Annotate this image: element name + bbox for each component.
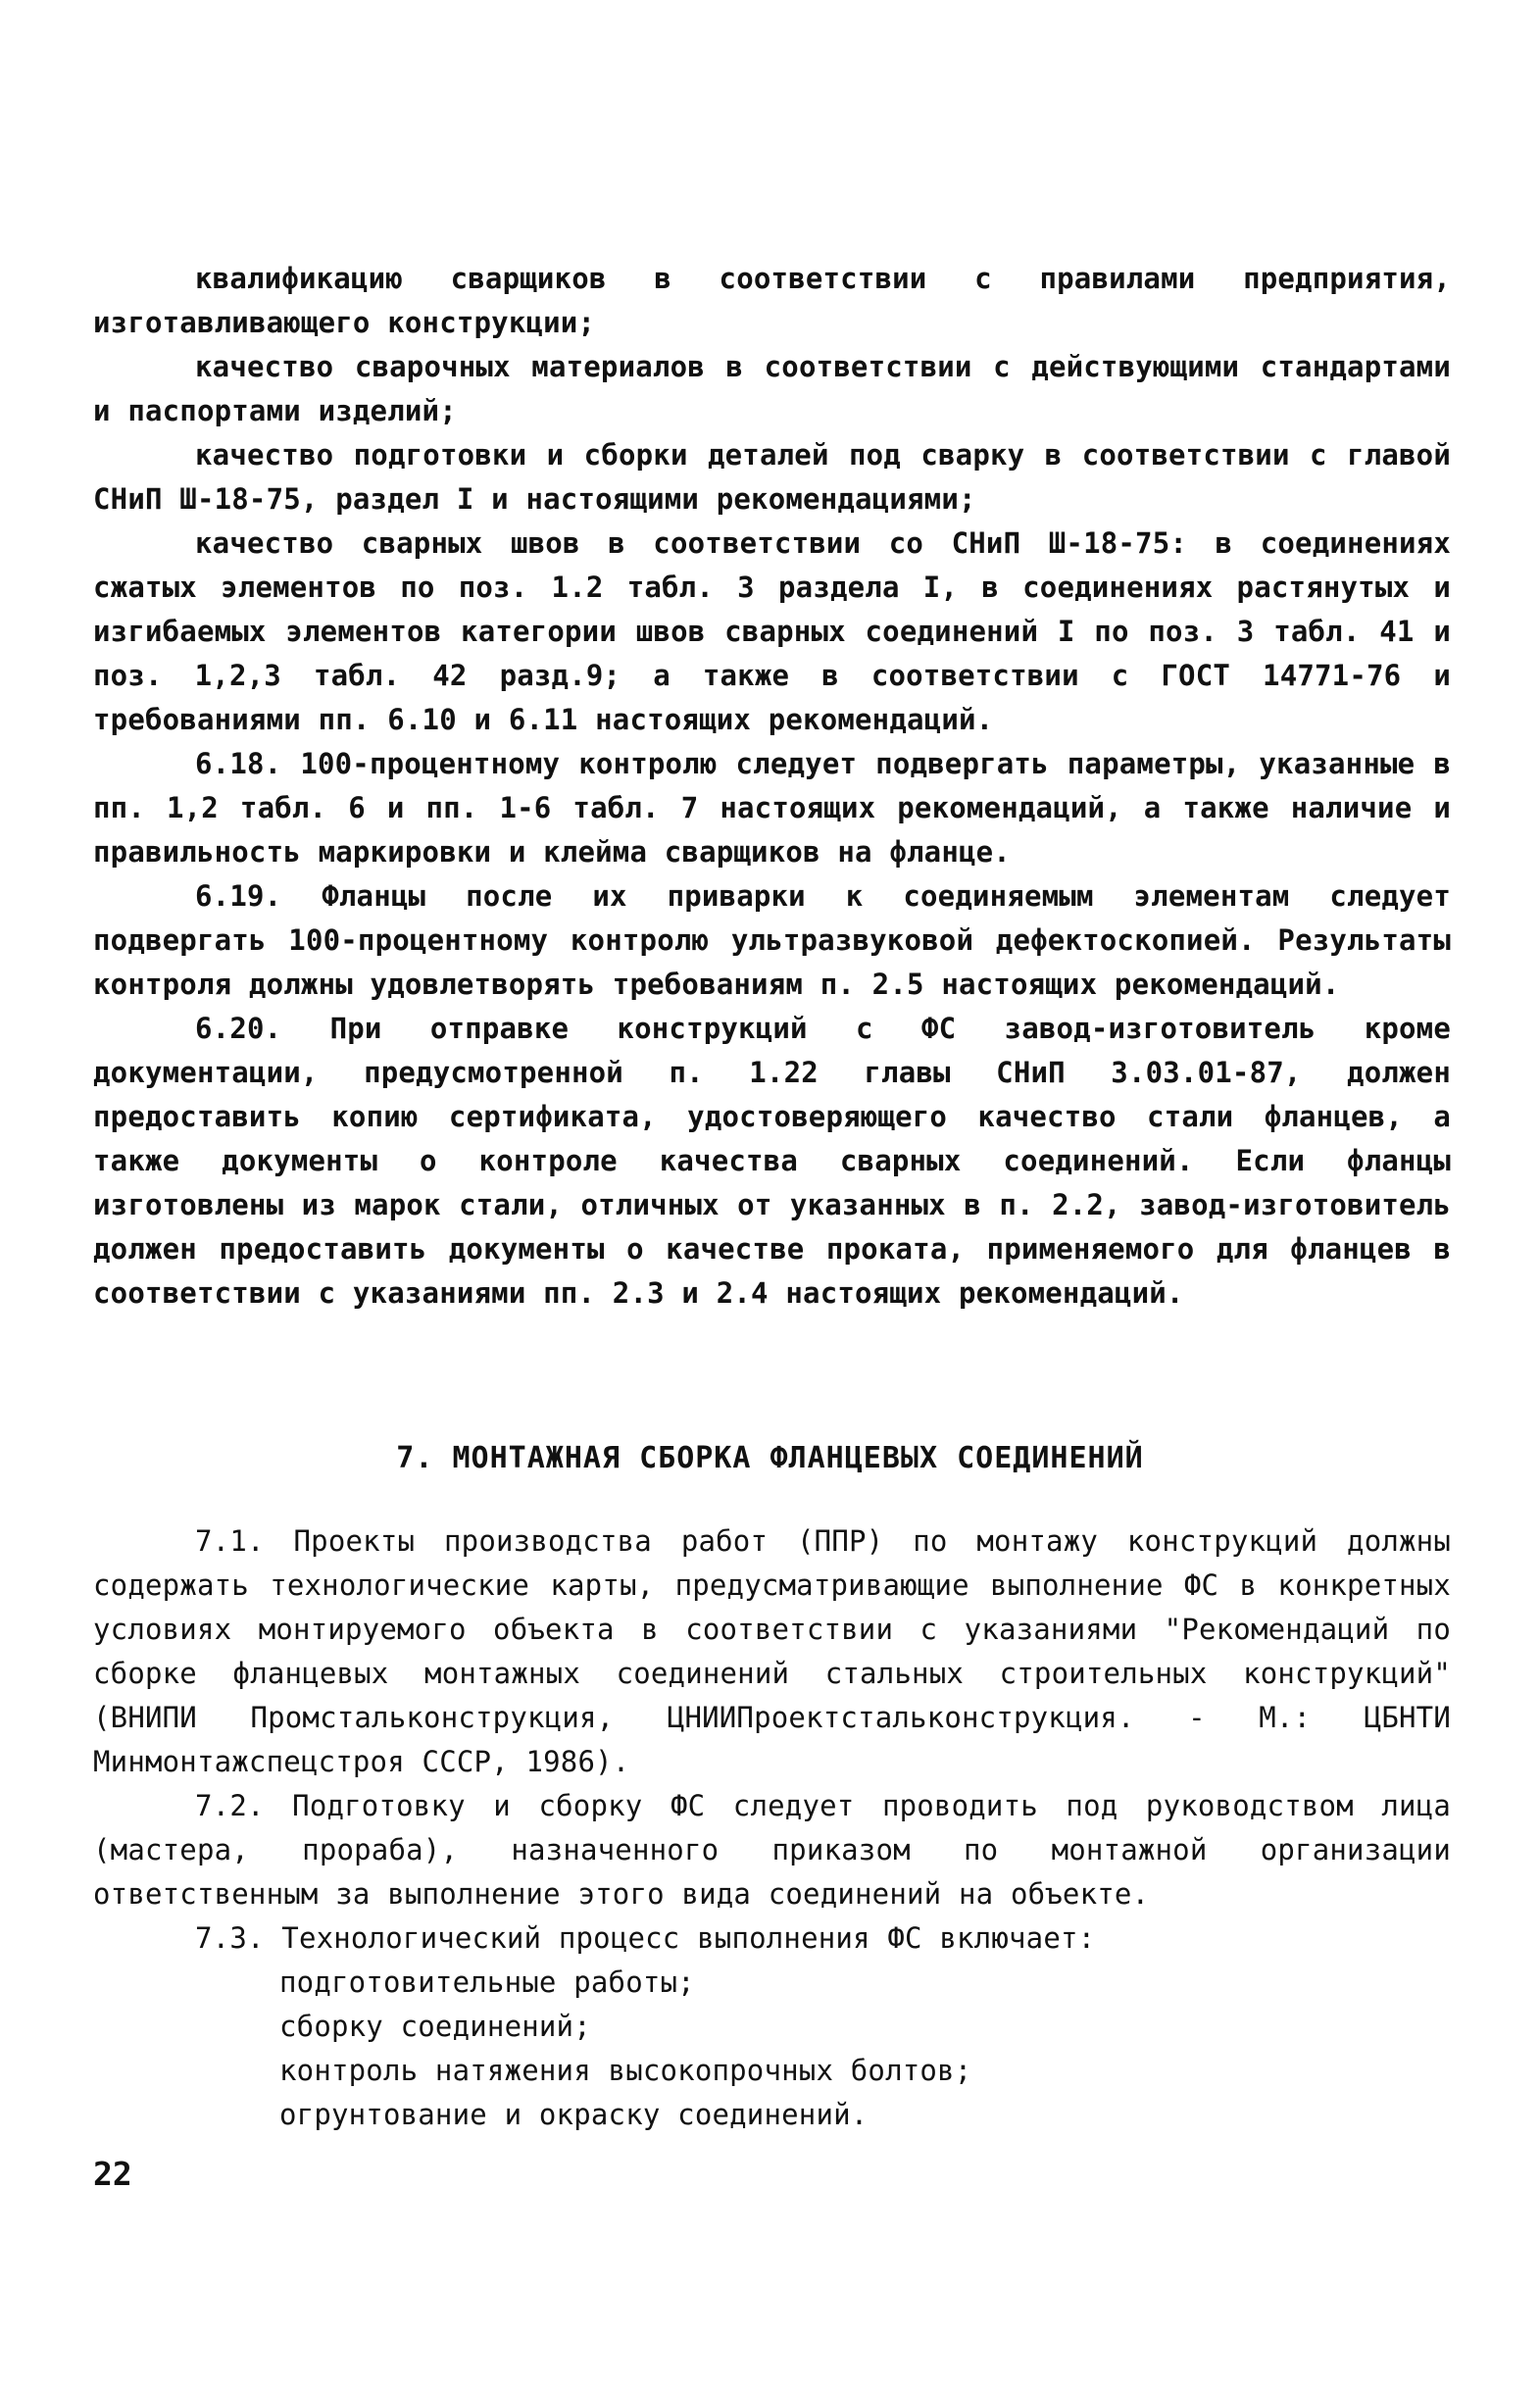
paragraph-assembly-quality: качество подготовки и сборки деталей под сварку в соответствии с главой СНиП Ш-18-75, раздел I и настоящими рекомендациями;: [93, 438, 1451, 516]
list-item: подготовительные работы;: [279, 1965, 695, 1999]
text-block-quality-control: [93, 257, 1451, 1316]
paragraph-6-20: 6.20. При отправке конструкций с ФС завод-изготовитель кроме документации, предусмотренной п. 1.22 главы СНиП 3.03.01-87, должен предоставить копию сертификата, удостоверяющего качество стали фланцев, а также документы о контроле качества сварных соединений. Если фланцы изготовлены из марок стали, отличных от указанных в п. 2.2, завод-изготовитель должен предоставить документы о качестве проката, применяемого для фланцев в соответствии с указаниями пп. 2.3 и 2.4 настоящих рекомендаций.: [93, 1012, 1451, 1310]
paragraph-weld-quality: качество сварных швов в соответствии со СНиП Ш-18-75: в соединениях сжатых элементов по поз. 1.2 табл. 3 раздела I, в соединениях растянутых и изгибаемых элементов категории швов сварных соединений I по поз. 3 табл. 41 и поз. 1,2,3 табл. 42 разд.9; а также в соответствии с ГОСТ 14771-76 и требованиями пп. 6.10 и 6.11 настоящих рекомендаций.: [93, 526, 1451, 736]
page-number: 22: [93, 2155, 132, 2193]
list-item: сборку соединений;: [279, 2010, 591, 2043]
section-title: 7. МОНТАЖНАЯ СБОРКА ФЛАНЦЕВЫХ СОЕДИНЕНИЙ: [396, 1441, 1144, 1475]
paragraph-6-18: 6.18. 100-процентному контролю следует подвергать параметры, указанные в пп. 1,2 табл. 6 и пп. 1-6 табл. 7 настоящих рекомендаций, а также наличие и правильность маркировки и клейма сварщиков на фланце.: [93, 747, 1451, 869]
paragraph-7-3: 7.3. Технологический процесс выполнения ФС включает:: [195, 1921, 1096, 1955]
paragraph-6-19: 6.19. Фланцы после их приварки к соединяемым элементам следует подвергать 100-процентному контролю ультразвуковой дефектоскопией. Результаты контроля должны удовлетворять требованиям п. 2.5 настоящих рекомендаций.: [93, 879, 1451, 1001]
list-item: огрунтование и окраску соединений.: [279, 2098, 869, 2131]
paragraph-welder-qualification: квалификацию сварщиков в соответствии с правилами предприятия, изготавливающего конструкции;: [93, 262, 1451, 339]
process-list: [93, 1961, 1451, 2137]
paragraph-7-2: 7.2. Подготовку и сборку ФС следует проводить под руководством лица (мастера, прораба), назначенного приказом по монтажной организации ответственным за выполнение этого вида соединений на объекте.: [93, 1789, 1451, 1911]
paragraph-welding-materials: качество сварочных материалов в соответствии с действующими стандартами и паспортами изделий;: [93, 350, 1451, 427]
text-block-assembly: [93, 1519, 1451, 2137]
list-item: контроль натяжения высокопрочных болтов;: [279, 2054, 972, 2087]
paragraph-7-1: 7.1. Проекты производства работ (ППР) по монтажу конструкций должны содержать технологические карты, предусматривающие выполнение ФС в конкретных условиях монтируемого объекта в соответствии с указаниями "Рекомендаций по сборке фланцевых монтажных соединений стальных строительных конструкций" (ВНИПИ Промстальконструкция, ЦНИИПроектстальконструкция. - М.: ЦБНТИ Минмонтажспецстроя СССР, 1986).: [93, 1524, 1451, 1778]
